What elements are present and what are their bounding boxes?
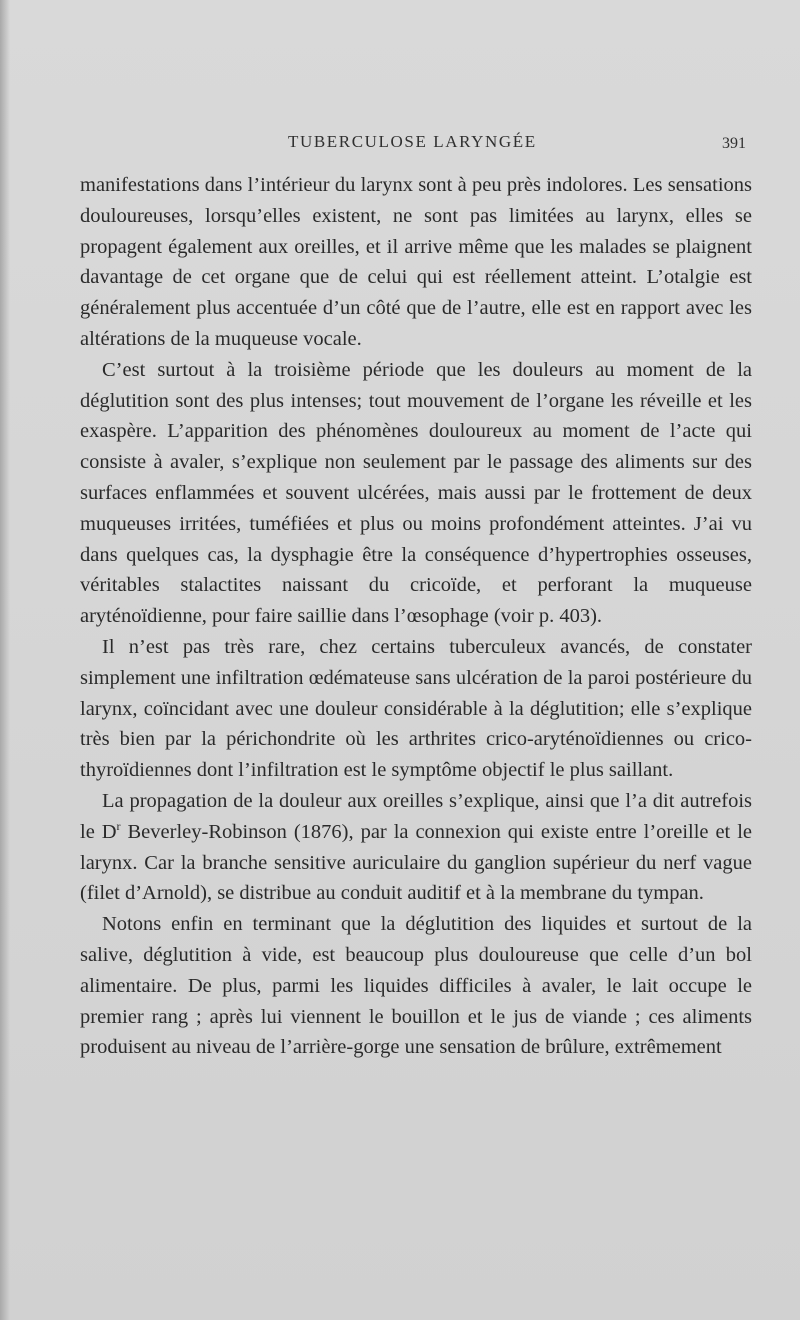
paragraph-4: [80, 786, 752, 909]
paragraph-3: Il n’est pas très rare, chez certains tuberculeux avancés, de constater simplement une infiltration œdémateuse sans ulcération de la paroi postérieure du larynx, coïncidant avec une douleur considérable à la déglutition; elle s’explique très bien par la périchondrite où les arthrites crico-aryténoïdiennes ou crico-thyroïdiennes dont l’infiltration est le symptôme objectif le plus saillant.: [80, 635, 752, 782]
paragraph-4-after: Beverley-Robinson (1876), par la connexion qui existe entre l’oreille et le larynx. Car la branche sensitive auriculaire du ganglion supérieur du nerf vague (filet d’Arnold), se distribue au conduit auditif et à la membrane du tympan.: [80, 820, 752, 905]
page-number: 391: [722, 135, 746, 152]
paragraph-2: C’est surtout à la troisième période que les douleurs au moment de la déglutition sont des plus intenses; tout mouvement de l’organe les réveille et les exaspère. L’apparition des phénomènes douloureux au moment de l’acte qui consiste à avaler, s’explique non seulement par le passage des aliments sur des surfaces enflammées et souvent ulcérées, mais aussi par le frottement de deux muqueuses irritées, tuméfiées et plus ou moins profondément atteintes. J’ai vu dans quelques cas, la dysphagie être la conséquence d’hypertrophies osseuses, véritables stalactites naissant du cricoïde, et perforant la muqueuse aryténoïdienne, pour faire saillie dans l’œsophage (voir p. 403).: [80, 358, 752, 628]
paragraph-4-before: La propagation de la douleur aux oreilles s’explique, ainsi que l’a dit autrefois le D: [80, 789, 752, 843]
doctor-abbrev-superscript: r: [116, 818, 121, 833]
running-title: TUBERCULOSE LARYNGÉE: [288, 132, 537, 151]
paragraph-1: manifestations dans l’intérieur du larynx sont à peu près indolores. Les sensations douloureuses, lorsqu’elles existent, ne sont pas limitées au larynx, elles se propagent également aux oreilles, et il arrive même que les malades se plaignent davantage de cet organe que de celui qui est réellement atteint. L’otalgie est généralement plus accentuée d’un côté que de l’autre, elle est en rapport avec les altérations de la muqueuse vocale.: [80, 174, 752, 350]
running-header: [0, 132, 800, 156]
page-gutter-shadow: [0, 0, 10, 1320]
body-text: [80, 170, 752, 1063]
paragraph-5: Notons enfin en terminant que la déglutition des liquides et surtout de la salive, déglutition à vide, est beaucoup plus douloureuse que celle d’un bol alimentaire. De plus, parmi les liquides difficiles à avaler, le lait occupe le premier rang ; après lui viennent le bouillon et le jus de viande ; ces aliments produisent au niveau de l’arrière-gorge une sensation de brûlure, extrêmement: [80, 913, 752, 1059]
